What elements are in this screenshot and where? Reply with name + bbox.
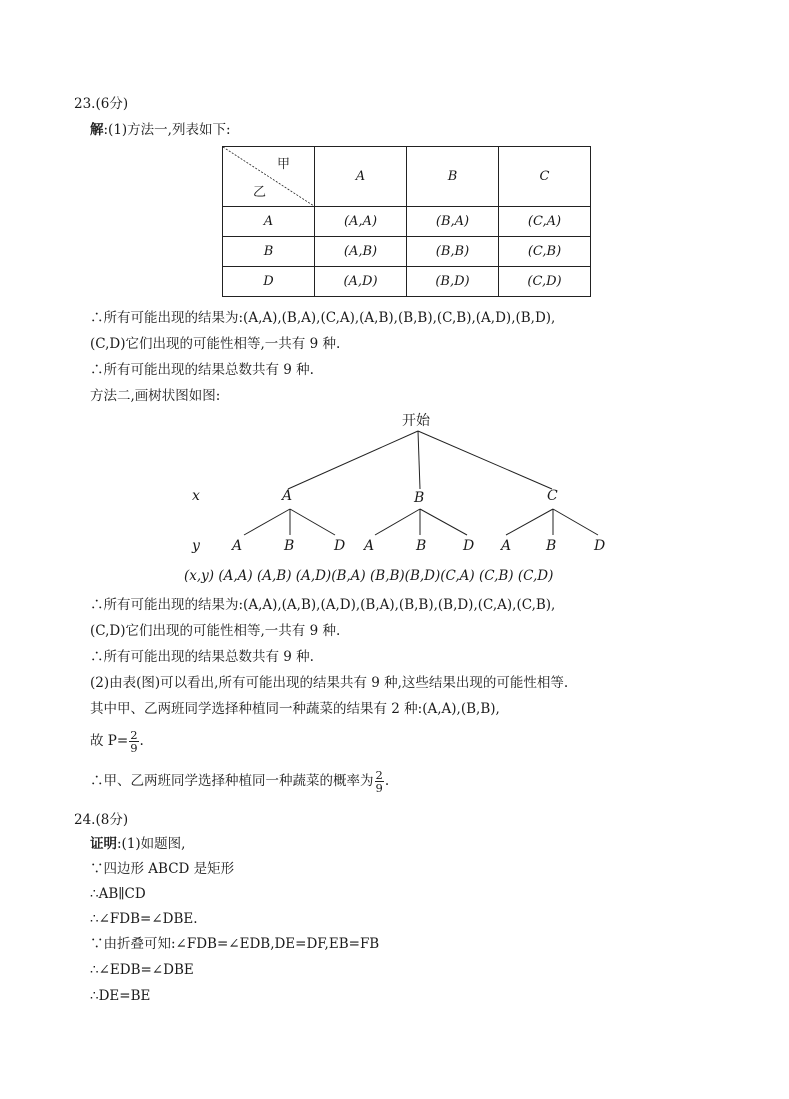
tree-level2-node: B: [546, 538, 557, 554]
part2-line2: 其中甲、乙两班同学选择种植同一种蔬菜的结果有 2 种:(A,A),(B,B),: [90, 701, 500, 717]
method1-results-line1: ∴所有可能出现的结果为:(A,A),(B,A),(C,A),(A,B),(B,B),(C,B),(A,D),(B,D),: [90, 310, 556, 326]
corner-top-label: 甲: [276, 157, 290, 172]
tree-level2-node: A: [364, 538, 375, 554]
tree-outcome: (A,A): [218, 568, 253, 584]
row-header: D: [223, 267, 315, 297]
tree-diagram: [180, 405, 660, 590]
table-row: [223, 207, 591, 237]
table-corner-cell: [223, 147, 315, 207]
column-header: C: [499, 147, 591, 207]
conclusion-denominator: 9: [375, 781, 383, 795]
tree-outcome: (C,B): [478, 568, 514, 584]
tree-level2-node: D: [463, 538, 475, 554]
tree-root: 开始: [402, 413, 430, 429]
method2-results-line1: ∴所有可能出现的结果为:(A,A),(A,B),(A,D),(B,A),(B,B),(B,D),(C,A),(C,B),: [90, 597, 556, 613]
table-cell: (B,B): [407, 237, 499, 267]
prob-denominator: 9: [130, 741, 138, 755]
method1-results-line2: (C,D)它们出现的可能性相等,一共有 9 种.: [90, 336, 341, 352]
proof-label: 证明: [90, 836, 117, 852]
q24-heading: 24.(8分): [74, 812, 129, 828]
q24-part1-intro: [90, 835, 185, 853]
part2-line1: (2)由表(图)可以看出,所有可能出现的结果共有 9 种,这些结果出现的可能性相等.: [90, 675, 569, 691]
tree-level1-node: B: [414, 490, 425, 506]
conclusion-numerator: 2: [375, 768, 383, 782]
corner-diagonal: [223, 147, 314, 206]
tree-x-label: x: [192, 488, 200, 504]
table-cell: (C,A): [499, 207, 591, 237]
outcome-table: [222, 146, 591, 297]
table-cell: (C,B): [499, 237, 591, 267]
column-header: B: [407, 147, 499, 207]
proof-line: ∴∠FDB=∠DBE.: [90, 911, 198, 927]
pairs-label: (x,y): [184, 568, 215, 584]
corner-bottom-label: 乙: [253, 185, 267, 200]
table-cell: (A,D): [315, 267, 407, 297]
tree-outcome: (B,D): [404, 568, 441, 584]
table-row: [223, 267, 591, 297]
prob-suffix: .: [139, 733, 144, 749]
tree-level2-node: A: [232, 538, 243, 554]
table-header-row: [223, 147, 591, 207]
tree-level2-node: B: [284, 538, 295, 554]
q24-part1-text: :(1)如题图,: [117, 836, 186, 852]
tree-level2-node: B: [416, 538, 427, 554]
solution-label: 解: [90, 122, 104, 138]
tree-level2-node: D: [334, 538, 346, 554]
tree-outcome: (B,B): [370, 568, 405, 584]
q23-heading: 23.(6分): [74, 96, 129, 112]
table-cell: (A,A): [315, 207, 407, 237]
row-header: B: [223, 237, 315, 267]
probability-line: [90, 728, 144, 754]
conclusion-text: ∴甲、乙两班同学选择种植同一种蔬菜的概率为: [90, 773, 374, 789]
method2-total: ∴所有可能出现的结果总数共有 9 种.: [90, 649, 314, 665]
tree-outcome: (B,A): [331, 568, 366, 584]
column-header: A: [315, 147, 407, 207]
tree-y-label: y: [192, 538, 200, 554]
tree-outcome: (C,A): [440, 568, 475, 584]
tree-outcome: (A,B): [257, 568, 292, 584]
conclusion-line: [90, 768, 389, 794]
conclusion-fraction: [375, 769, 384, 794]
tree-level1-node: C: [547, 488, 558, 504]
method2-results-line2: (C,D)它们出现的可能性相等,一共有 9 种.: [90, 623, 341, 639]
q23-part1-intro: [90, 121, 231, 139]
table-row: [223, 237, 591, 267]
table-cell: (B,D): [407, 267, 499, 297]
tree-level2-node: A: [501, 538, 512, 554]
table-cell: (C,D): [499, 267, 591, 297]
row-header: A: [223, 207, 315, 237]
proof-line: ∵由折叠可知:∠FDB=∠EDB,DE=DF,EB=FB: [90, 936, 380, 952]
prob-numerator: 2: [130, 728, 138, 742]
method1-total: ∴所有可能出现的结果总数共有 9 种.: [90, 362, 314, 378]
conclusion-suffix: .: [384, 773, 390, 789]
method2-intro: 方法二,画树状图如图:: [90, 388, 221, 404]
proof-line: ∴DE=BE: [90, 988, 151, 1004]
tree-outcome: (A,D): [295, 568, 332, 584]
prob-prefix: 故 P=: [90, 733, 129, 749]
tree-level1-node: A: [282, 488, 293, 504]
proof-line: ∵四边形 ABCD 是矩形: [90, 861, 235, 877]
proof-line: ∴AB∥CD: [90, 886, 146, 902]
method1-text: :(1)方法一,列表如下:: [103, 122, 231, 138]
tree-outcomes-row: [184, 568, 553, 584]
tree-level2-node: D: [594, 538, 606, 554]
proof-line: ∴∠EDB=∠DBE: [90, 962, 194, 978]
table-cell: (A,B): [315, 237, 407, 267]
prob-fraction: [129, 729, 138, 754]
table-cell: (B,A): [407, 207, 499, 237]
tree-outcome: (C,D): [517, 568, 554, 584]
